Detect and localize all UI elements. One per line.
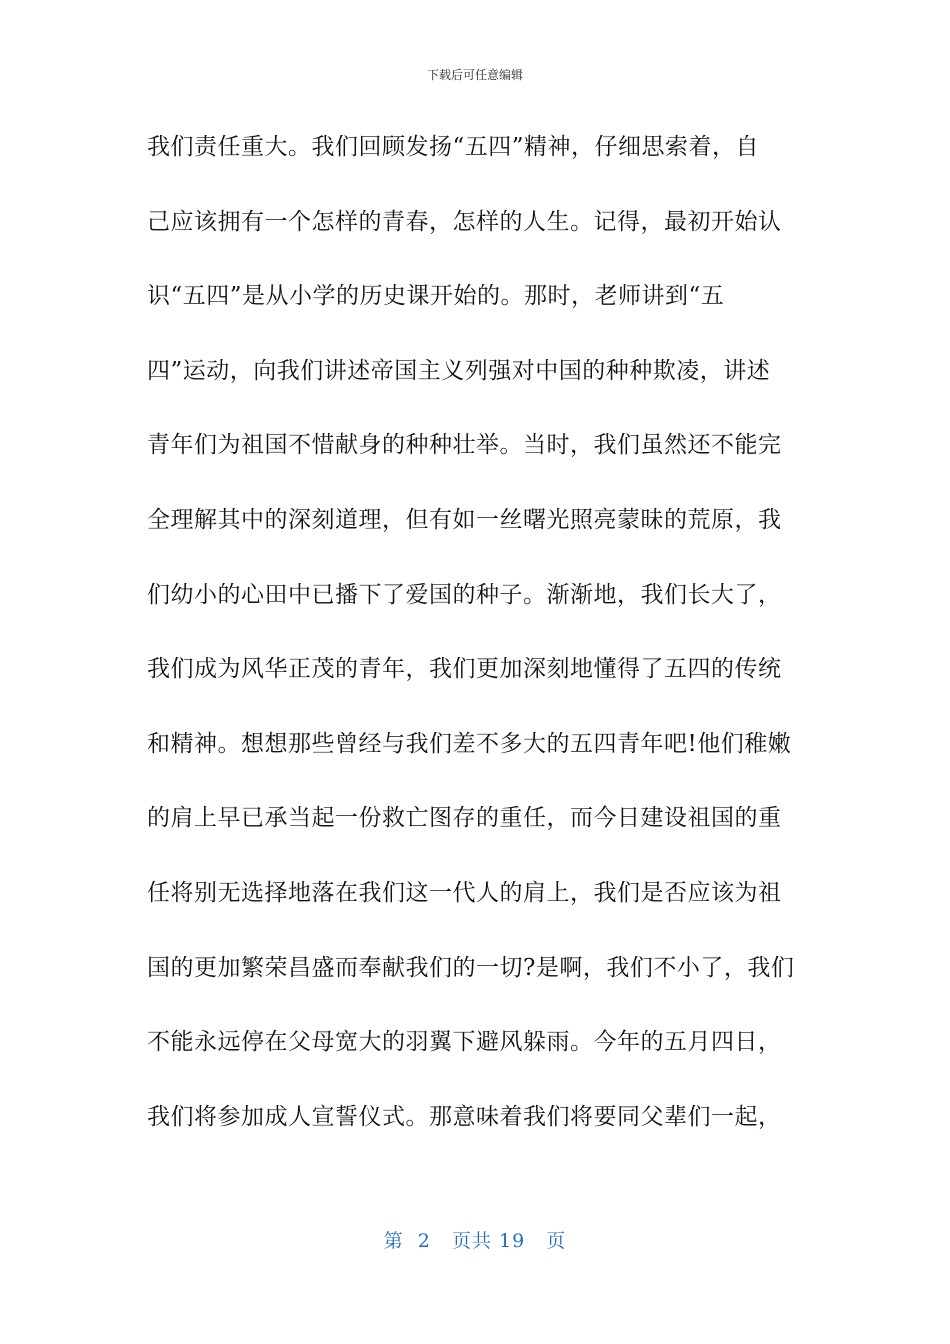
page-header: 下载后可任意编辑 <box>426 68 523 82</box>
text-line: 我们成为风华正茂的青年，我们更加深刻地懂得了五四的传统 <box>147 656 782 683</box>
text-line: 我们将参加成人宣誓仪式。那意味着我们将要同父辈们一起， <box>147 1103 782 1130</box>
text-line: 国的更加繁荣昌盛而奉献我们的一切?是啊，我们不小了，我们 <box>147 954 795 981</box>
text-line: 青年们为祖国不惜献身的种种壮举。当时，我们虽然还不能完 <box>147 432 782 459</box>
text-line: 全理解其中的深刻道理，但有如一丝曙光照亮蒙昧的荒原，我 <box>147 506 782 533</box>
text-line: 识“五四”是从小学的历史课开始的。那时，老师讲到“五 <box>147 283 725 310</box>
text-line: 己应该拥有一个怎样的青春，怎样的人生。记得，最初开始认 <box>147 208 782 235</box>
body-text <box>147 110 807 1154</box>
page-number-footer: 第 2 页共 19 页 <box>383 1230 567 1252</box>
text-line: 四”运动，向我们讲述帝国主义列强对中国的种种欺凌，讲述 <box>147 357 771 384</box>
text-line: 的肩上早已承当起一份救亡图存的重任，而今日建设祖国的重 <box>147 805 782 832</box>
text-line: 我们责任重大。我们回顾发扬“五四”精神，仔细思索着，自 <box>147 134 760 160</box>
text-line: 和精神。想想那些曾经与我们差不多大的五四青年吧!他们稚嫩 <box>147 730 792 757</box>
text-line: 们幼小的心田中已播下了爱国的种子。渐渐地，我们长大了， <box>147 581 782 608</box>
text-line: 不能永远停在父母宽大的羽翼下避风躲雨。今年的五月四日， <box>147 1029 782 1056</box>
text-line: 任将别无选择地落在我们这一代人的肩上，我们是否应该为祖 <box>147 879 782 906</box>
